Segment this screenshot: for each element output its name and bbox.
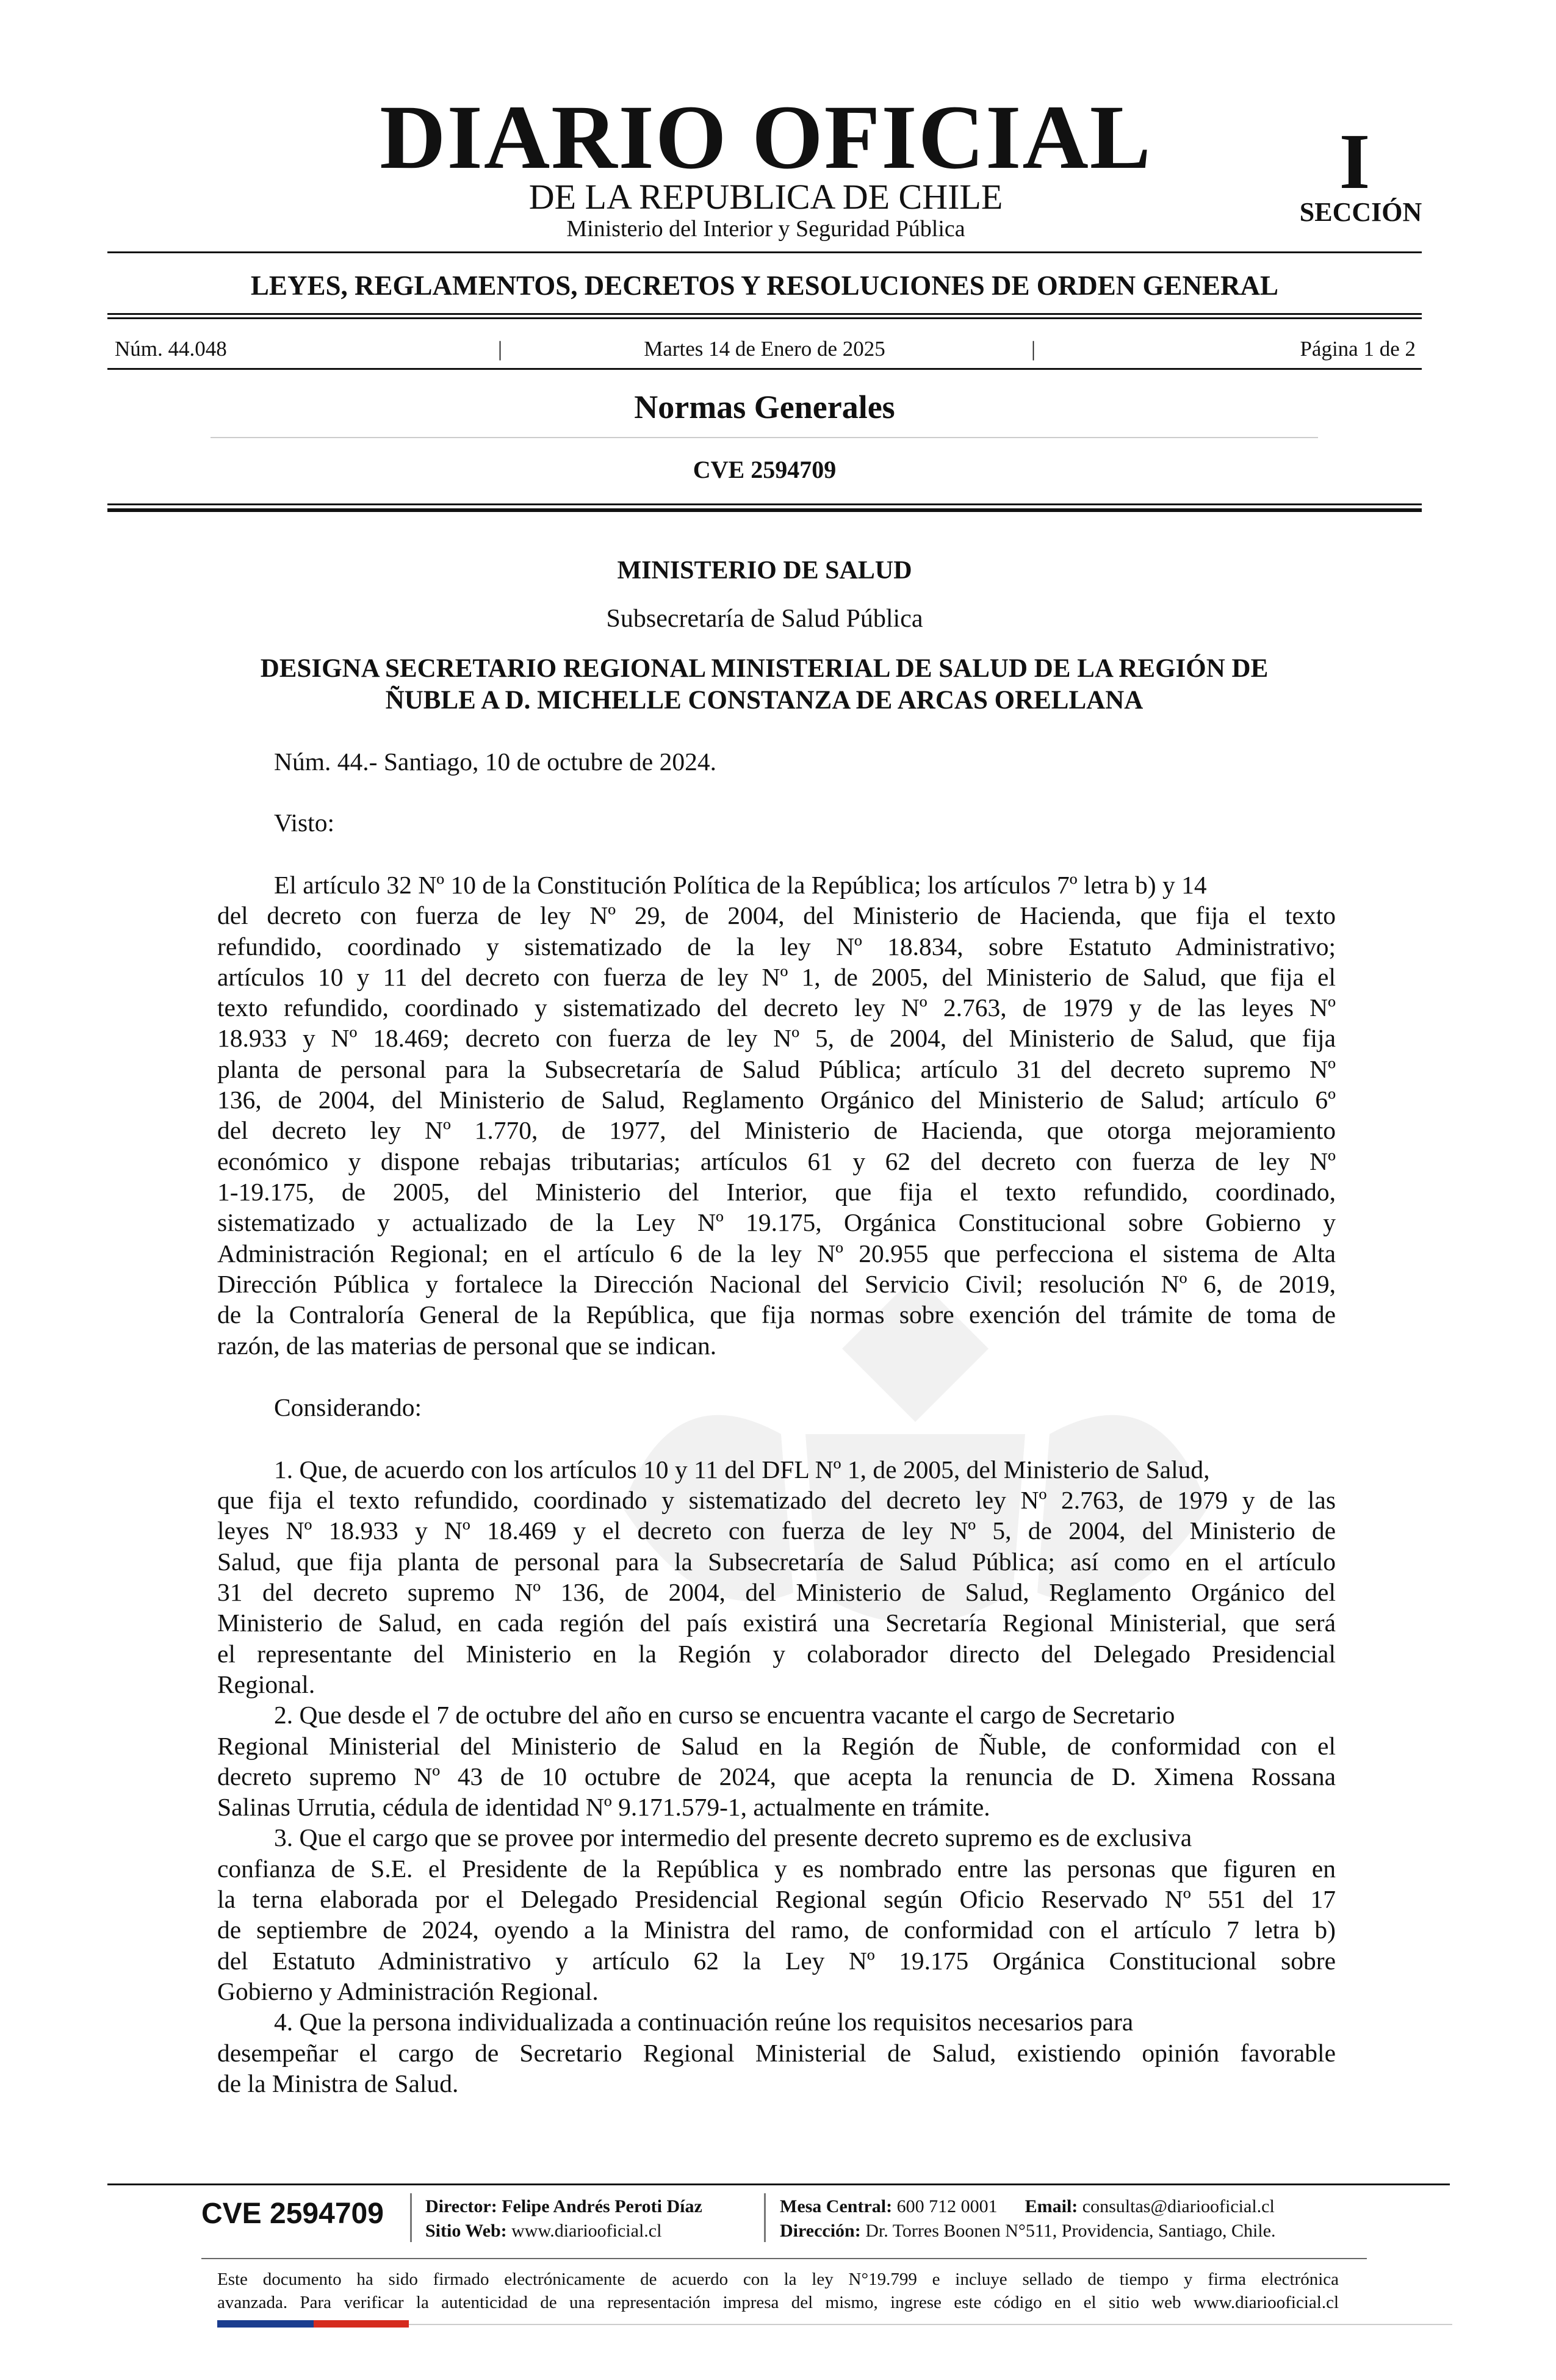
body-line: 3. Que el cargo que se provee por intermedio del presente decreto supremo es de exclusiva [274,1823,1192,1852]
decree-number-date: Núm. 44.- Santiago, 10 de octubre de 2024. [274,748,716,776]
body-line: de septiembre de 2024, oyendo a la Ministra del ramo, de conformidad con el artículo 7 letra b) [217,1916,1336,1944]
masthead-subtitle: DE LA REPUBLICA DE CHILE [528,177,1003,217]
body-line: confianza de S.E. el Presidente de la República y es nombrado entre las personas que figuren en [217,1855,1336,1883]
body-line: de la Ministra de Salud. [217,2069,459,2097]
flag-rule [409,2324,1452,2325]
body-line: planta de personal para la Subsecretaría de Salud Pública; artículo 31 del decreto supremo Nº [217,1055,1336,1083]
body-line: 4. Que la persona individualizada a continuación reúne los requisitos necesarios para [274,2008,1134,2036]
footer-rule [107,2183,1450,2185]
body-line: Salinas Urrutia, cédula de identidad Nº 9.171.579-1, actualmente en trámite. [217,1793,990,1821]
address-value: Dr. Torres Boonen N°511, Providencia, Santiago, Chile. [865,2221,1276,2241]
footer-contact [780,2194,1275,2219]
body-line: 18.933 y Nº 18.469; decreto con fuerza de ley Nº 5, de 2004, del Ministerio de Salud, que fija [217,1024,1336,1052]
category-heading: LEYES, REGLAMENTOS, DECRETOS Y RESOLUCIONES DE ORDEN GENERAL [250,270,1279,301]
body-line: El artículo 32 Nº 10 de la Constitución Política de la República; los artículos 7º letra b) y 14 [274,871,1207,899]
normas-heading: Normas Generales [634,389,895,425]
phone-label: Mesa Central: [780,2196,893,2216]
body-line: Ministerio de Salud, en cada región del país existirá una Secretaría Regional Ministerial, que será [217,1609,1336,1637]
decree-title [183,653,1345,716]
body-line: de la Contraloría General de la República, que fija normas sobre exención del trámite de toma de [217,1300,1336,1329]
category-rule-2 [107,317,1422,319]
body-line: del decreto con fuerza de ley Nº 29, de 2004, del Ministerio de Hacienda, que fija el texto [217,901,1336,929]
body-line: el representante del Ministerio en la Región y colaborador directo del Delegado Presidencial [217,1640,1336,1668]
footer-cve-code: CVE 2594709 [201,2198,384,2230]
footer-inner-rule [201,2258,1367,2259]
issue-separator: | [498,337,503,361]
body-line: Gobierno y Administración Regional. [217,1977,599,2005]
flag-stripe-blue [217,2320,314,2328]
footer-address [780,2219,1276,2243]
footer-separator [764,2193,766,2242]
body-line: económico y dispone rebajas tributarias; artículos 61 y 62 del decreto con fuerza de ley Nº [217,1147,1336,1175]
body-line: texto refundido, coordinado y sistematizado del decreto ley Nº 2.763, de 1979 y de las leyes Nº [217,993,1336,1022]
body-line: refundido, coordinado y sistematizado de la ley Nº 18.834, sobre Estatuto Administrativo; [217,932,1336,961]
considerando-heading: Considerando: [274,1393,422,1421]
section-label: SECCIÓN [1299,197,1422,227]
body-line: Regional Ministerial del Ministerio de Salud en la Región de Ñuble, de conformidad con el [217,1732,1336,1760]
body-line: 136, de 2004, del Ministerio de Salud, Reglamento Orgánico del Ministerio de Salud; artículo 6º [217,1086,1336,1114]
decree-title-line: DESIGNA SECRETARIO REGIONAL MINISTERIAL DE SALUD DE LA REGIÓN DE [260,654,1269,683]
section-number: I [1339,118,1371,206]
footer-separator [410,2193,412,2242]
website-label: Sitio Web: [425,2221,507,2241]
address-label: Dirección: [780,2221,861,2241]
body-line: leyes Nº 18.933 y Nº 18.469 y el decreto con fuerza de ley Nº 5, de 2004, del Ministerio de [217,1516,1336,1545]
category-rule-1 [107,313,1422,315]
normas-rule [211,437,1318,438]
normas-rule-bottom-1 [107,503,1422,505]
email-link[interactable]: consultas@diariooficial.cl [1082,2196,1275,2216]
phone-value: 600 712 0001 [896,2196,998,2216]
footer-website [425,2219,661,2243]
body-line: Administración Regional; en el artículo 6 de la ley Nº 20.955 que perfecciona el sistema de Alta [217,1239,1336,1268]
body-line: que fija el texto refundido, coordinado y sistematizado del decreto ley Nº 2.763, de 1979 y de las [217,1486,1336,1514]
issue-rule [107,368,1422,370]
issue-date: Martes 14 de Enero de 2025 [644,337,885,361]
body-line: 2. Que desde el 7 de octubre del año en curso se encuentra vacante el cargo de Secretario [274,1701,1175,1729]
subsecretaria-name: Subsecretaría de Salud Pública [606,605,923,633]
website-link[interactable]: www.diariooficial.cl [511,2221,662,2241]
body-line: Regional. [217,1670,315,1698]
body-line: del decreto ley Nº 1.770, de 1977, del Ministerio de Hacienda, que otorga mejoramiento [217,1116,1336,1144]
cve-code: CVE 2594709 [693,456,837,483]
visto-heading: Visto: [274,809,334,837]
normas-rule-bottom-2 [107,508,1422,512]
legal-notice-line: avanzada. Para verificar la autenticidad de una representación impresa del mismo, ingrese este código en el sitio web www.diariooficial.cl [217,2293,1339,2312]
masthead-title: DIARIO OFICIAL [380,87,1152,188]
issue-separator: | [1031,337,1036,361]
body-line: sistematizado y actualizado de la Ley Nº 19.175, Orgánica Constitucional sobre Gobierno y [217,1208,1336,1236]
page-count: Página 1 de 2 [1300,337,1416,361]
body-line: 1-19.175, de 2005, del Ministerio del Interior, que fija el texto refundido, coordinado, [217,1178,1336,1206]
ministry-name: MINISTERIO DE SALUD [617,557,912,585]
decree-title-line: ÑUBLE A D. MICHELLE CONSTANZA DE ARCAS ORELLANA [385,686,1144,715]
masthead-ministry: Ministerio del Interior y Seguridad Pública [566,216,965,242]
body-line: decreto supremo Nº 43 de 10 octubre de 2024, que acepta la renuncia de D. Ximena Rossana [217,1762,1336,1790]
body-line: 1. Que, de acuerdo con los artículos 10 y 11 del DFL Nº 1, de 2005, del Ministerio de Salud, [274,1455,1210,1484]
body-line: Salud, que fija planta de personal para la Subsecretaría de Salud Pública; así como en el artículo [217,1548,1336,1576]
body-line: 31 del decreto supremo Nº 136, de 2004, del Ministerio de Salud, Reglamento Orgánico del [217,1578,1336,1606]
issue-number: Núm. 44.048 [115,337,227,361]
footer-director [425,2194,702,2219]
body-line: razón, de las materias de personal que se indican. [217,1332,717,1360]
email-label: Email: [1025,2196,1078,2216]
director-label: Director: [425,2196,497,2216]
body-line: artículos 10 y 11 del decreto con fuerza de ley Nº 1, de 2005, del Ministerio de Salud, que fija el [217,963,1336,991]
body-line: Dirección Pública y fortalece la Dirección Nacional del Servicio Civil; resolución Nº 6, de 2019, [217,1270,1336,1298]
header-rule-top [107,251,1422,253]
director-name: Felipe Andrés Peroti Díaz [502,2196,702,2216]
legal-notice-line: Este documento ha sido firmado electrónicamente de acuerdo con la ley N°19.799 e incluye sellado de tiempo y firma electrónica [217,2270,1339,2289]
flag-stripe-red [314,2320,409,2328]
issue-info-row [107,337,1422,361]
body-line: desempeñar el cargo de Secretario Regional Ministerial de Salud, existiendo opinión favorable [217,2039,1336,2067]
body-line: la terna elaborada por el Delegado Presidencial Regional según Oficio Reservado Nº 551 del 17 [217,1885,1336,1913]
body-line: del Estatuto Administrativo y artículo 62 la Ley Nº 19.175 Orgánica Constitucional sobre [217,1947,1336,1975]
